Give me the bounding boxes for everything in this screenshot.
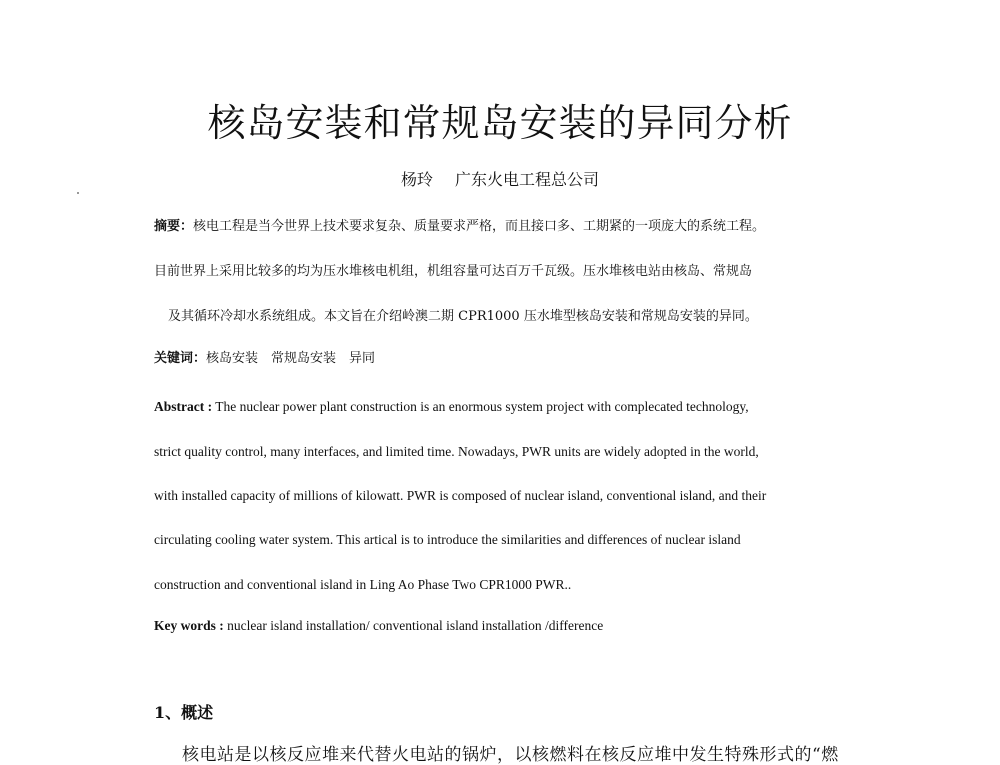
- keywords-cn-label: 关键词：: [154, 351, 207, 366]
- byline: [0, 170, 1000, 190]
- keywords-en-text: nuclear island installation/ conventional island installation /difference: [227, 618, 604, 633]
- abstract-en-label: Abstract :: [154, 399, 213, 414]
- abstract-cn-line-3: 及其循环冷却水系统组成。本文旨在介绍岭澳二期 CPR1000 压水堆型核岛安装和常规岛安装的异同。: [168, 309, 758, 324]
- abstract-cn-label: 摘要：: [154, 219, 194, 234]
- abstract-cn-line-2: 目前世界上采用比较多的均为压水堆核电机组，机组容量可达百万千瓦级。压水堆核电站由核岛、常规岛: [154, 264, 753, 279]
- keywords-cn: [154, 350, 375, 368]
- keywords-cn-text: 核岛安装 常规岛安装 异同: [206, 351, 376, 366]
- keywords-en: [154, 617, 603, 635]
- abstract-en-line-4: circulating cooling water system. This artical is to introduce the similarities and differences of nuclear island: [154, 532, 741, 547]
- abstract-en-line-3: with installed capacity of millions of kilowatt. PWR is composed of nuclear island, conventional island, and their: [154, 488, 767, 503]
- author-organization: 广东火电工程总公司: [455, 170, 600, 189]
- abstract-cn-text: 核电工程是当今世界上技术要求复杂、质量要求严格，而且接口多、工期紧的一项庞大的系统工程。: [193, 219, 766, 234]
- scan-speck: [77, 192, 79, 194]
- keywords-en-label: Key words :: [154, 618, 224, 633]
- abstract-en-line-2: strict quality control, many interfaces, and limited time. Nowadays, PWR units are widely adopted in the world,: [154, 444, 759, 459]
- section-1-heading: 1、概述: [154, 703, 214, 722]
- author-name: 杨玲: [400, 170, 433, 189]
- section-1-first-line: 核电站是以核反应堆来代替火电站的锅炉，以核燃料在核反应堆中发生特殊形式的“燃: [182, 745, 839, 765]
- abstract-en-line-1: [154, 398, 749, 416]
- paper-title: 核岛安装和常规岛安装的异同分析: [207, 101, 793, 145]
- abstract-cn-line-1: [154, 218, 765, 236]
- abstract-en-text: The nuclear power plant construction is an enormous system project with complecated technology,: [215, 399, 749, 414]
- abstract-en-line-5: construction and conventional island in Ling Ao Phase Two CPR1000 PWR..: [154, 577, 572, 592]
